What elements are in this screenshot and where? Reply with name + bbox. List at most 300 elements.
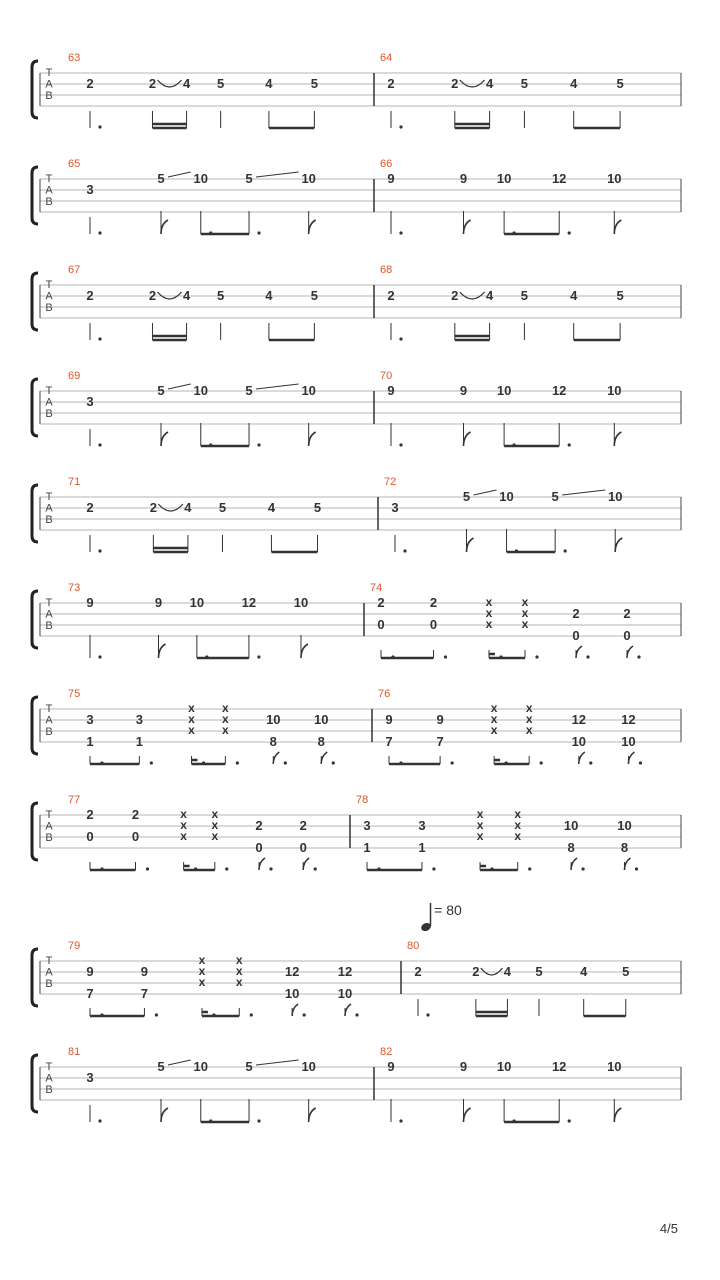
fret-number: 2 [86,807,94,822]
fret-number: 10 [293,595,309,610]
rhythm-dot [257,231,260,234]
measure-number: 64 [380,52,393,64]
rhythm-dot [98,337,101,340]
rhythm-dot [98,1119,101,1122]
rhythm-dot [451,761,454,764]
dead-note: x [525,701,533,715]
fret-number: 2 [86,500,94,515]
tab-system-6 [32,582,681,659]
fret-number: 12 [241,595,257,610]
rhythm-dot [568,231,571,234]
system-bracket [32,803,38,860]
dead-note: x [521,595,529,609]
fret-number: 2 [572,606,580,621]
fret-number: 4 [485,288,494,303]
dead-note: x [490,712,498,726]
dead-note: x [180,829,187,843]
tab-system-10 [32,1046,681,1123]
rhythm-dot [332,761,335,764]
eighth-flag [576,646,582,658]
tab-system-8 [32,794,681,871]
tab-clef-letter: B [45,302,53,314]
dead-note: x [514,829,522,843]
rhythm-dot [98,443,101,446]
fret-number: 7 [86,986,94,1001]
measure-number: 65 [68,158,81,170]
dead-note: x [485,595,493,609]
measure-74 [370,582,641,659]
dead-note: x [525,712,533,726]
rhythm-dot [98,231,101,234]
fret-number: 1 [86,734,94,749]
measure-number: 79 [68,940,81,952]
tab-clef-letter: A [45,1072,53,1085]
tab-clef-letter: B [45,408,53,420]
rhythm-dot [284,761,287,764]
rhythm-dot [257,655,260,658]
dead-note: x [222,723,229,737]
dead-note: x [188,723,195,737]
eighth-flag [628,752,634,764]
fret-number: 5 [157,171,165,186]
dead-note: x [211,807,219,821]
measure-number: 72 [384,476,397,488]
rhythm-dot [150,761,153,764]
dead-note: x [490,701,498,715]
measure-79 [68,940,359,1017]
fret-number: 4 [570,76,578,91]
rhythm-dot [155,1013,158,1016]
tab-clef-letter: A [45,714,53,727]
eighth-flag [627,646,633,658]
dead-note: x [485,606,493,620]
system-bracket [32,485,38,542]
eighth-flag [309,220,316,234]
measure-65 [68,158,316,235]
rhythm-dot [225,867,228,870]
dead-note: x [198,953,206,967]
fret-number: 0 [429,617,438,632]
fret-number: 5 [310,288,318,303]
system-bracket [32,697,38,754]
fret-number: 10 [301,1059,316,1074]
measure-70 [380,370,622,447]
fret-number: 2 [377,595,385,610]
rhythm-dot [257,443,260,446]
fret-number: 4 [503,964,512,979]
eighth-flag [309,1108,316,1122]
fret-number: 9 [385,712,393,727]
fret-number: 0 [86,829,94,844]
tempo-marking: = 80 [434,902,462,918]
fret-number: 4 [570,288,578,303]
fret-number: 2 [451,288,459,303]
dead-note: x [476,829,484,843]
rhythm-dot [399,125,402,128]
tab-clef-letter: B [45,620,53,632]
fret-number: 3 [86,712,94,727]
eighth-flag [464,220,471,234]
fret-number: 10 [301,383,316,398]
fret-number: 5 [616,288,624,303]
measure-number: 76 [378,688,391,700]
fret-number: 10 [193,1059,208,1074]
fret-number: 8 [620,840,629,855]
fret-number: 10 [496,383,512,398]
rhythm-dot [637,655,640,658]
page-number: 4/5 [659,1221,678,1236]
rhythm-dot [314,867,317,870]
fret-number: 5 [520,288,529,303]
fret-number: 4 [265,76,273,91]
slide-line [474,490,497,495]
slide-line [168,384,191,389]
fret-number: 2 [148,76,157,91]
tab-clef-letter: T [45,67,53,79]
dead-note: x [222,712,229,726]
fret-number: 9 [86,595,94,610]
fret-number: 4 [580,964,588,979]
fret-number: 10 [571,734,587,749]
fret-number: 0 [377,617,385,632]
fret-number: 10 [496,171,512,186]
measure-number: 67 [68,264,81,276]
tab-system-4 [32,370,681,447]
fret-number: 10 [607,1059,622,1074]
tab-clef-letter: A [45,820,53,833]
measure-number: 80 [407,940,420,952]
rhythm-dot [98,549,101,552]
measure-number: 77 [68,794,81,806]
rhythm-dot [399,1119,402,1122]
fret-number: 2 [299,818,307,833]
fret-number: 7 [385,734,393,749]
fret-number: 2 [451,76,459,91]
fret-number: 4 [184,500,192,515]
fret-number: 5 [313,500,322,515]
fret-number: 4 [182,76,191,91]
dead-note: x [180,807,187,821]
fret-number: 9 [459,1059,468,1074]
eighth-flag [309,432,316,446]
fret-number: 7 [140,986,149,1001]
rhythm-dot [257,1119,260,1122]
rhythm-dot [399,231,402,234]
dead-note: x [180,818,187,832]
tab-system-7 [32,688,681,765]
fret-number: 2 [86,76,94,91]
fret-number: 5 [535,964,543,979]
measure-number: 69 [68,370,81,382]
rhythm-dot [98,125,101,128]
fret-number: 4 [267,500,276,515]
fret-number: 2 [472,964,480,979]
fret-number: 5 [157,1059,165,1074]
fret-number: 10 [193,171,208,186]
measure-number: 78 [356,794,369,806]
dead-note: x [476,818,484,832]
fret-number: 5 [622,964,630,979]
fret-number: 9 [459,383,468,398]
tab-clef-letter: A [45,290,53,303]
fret-number: 2 [131,807,140,822]
measure-number: 74 [370,582,383,594]
fret-number: 12 [337,964,353,979]
eighth-flag [579,752,585,764]
eighth-flag [161,432,168,446]
tab-system-5 [32,476,681,553]
measure-number: 82 [380,1046,393,1058]
fret-number: 12 [551,1059,567,1074]
eighth-flag [614,220,621,234]
fret-number: 3 [135,712,143,727]
measure-72 [384,476,622,553]
tab-clef-letter: B [45,514,53,526]
measure-80 [407,940,629,1017]
fret-number: 5 [245,1059,253,1074]
fret-number: 12 [551,171,567,186]
measure-63 [68,52,318,129]
fret-number: 12 [571,712,587,727]
rhythm-dot [236,761,239,764]
fret-number: 3 [418,818,426,833]
dead-note: x [198,975,206,989]
fret-number: 5 [157,383,165,398]
fret-number: 10 [284,986,300,1001]
tab-clef-letter: B [45,196,53,208]
fret-number: 10 [496,1059,512,1074]
tab-clef-letter: B [45,726,53,738]
fret-number: 9 [436,712,444,727]
measure-71 [68,476,321,553]
measure-number: 63 [68,52,81,64]
fret-number: 2 [623,606,631,621]
tab-system-1 [32,52,681,129]
rhythm-dot [540,761,543,764]
tab-clef-letter: B [45,1084,53,1096]
fret-number: 5 [218,500,227,515]
fret-number: 9 [459,171,468,186]
measure-number: 73 [68,582,81,594]
eighth-flag [159,644,166,658]
fret-number: 1 [135,734,143,749]
rhythm-dot [399,337,402,340]
dead-note: x [235,953,243,967]
rhythm-dot [426,1013,429,1016]
fret-number: 3 [86,394,94,409]
rhythm-dot [639,761,642,764]
system-bracket [32,273,38,330]
fret-number: 10 [499,489,514,504]
rhythm-dot [582,867,585,870]
rhythm-dot [568,443,571,446]
fret-number: 10 [607,171,622,186]
eighth-flag [321,752,327,764]
fret-number: 0 [255,840,263,855]
fret-number: 3 [86,1070,94,1085]
fret-number: 12 [284,964,300,979]
measure-64 [380,52,624,129]
fret-number: 0 [623,628,631,643]
system-bracket [32,167,38,224]
fret-number: 0 [131,829,140,844]
fret-number: 10 [621,734,636,749]
eighth-flag [292,1004,298,1016]
fret-number: 7 [436,734,444,749]
eighth-flag [571,858,577,870]
fret-number: 9 [387,171,395,186]
fret-number: 5 [245,383,253,398]
measure-number: 75 [68,688,81,700]
eighth-flag [259,858,265,870]
slide-line [562,490,605,495]
measure-67 [68,264,318,341]
tab-clef-letter: A [45,966,53,979]
dead-note: x [525,723,533,737]
rhythm-dot [568,1119,571,1122]
eighth-flag [273,752,279,764]
measure-76 [378,688,642,765]
measure-number: 66 [380,158,393,170]
system-bracket [32,1055,38,1112]
system-bracket [32,949,38,1006]
measure-number: 70 [380,370,393,382]
fret-number: 0 [572,628,580,643]
eighth-flag [464,432,471,446]
dead-note: x [235,964,243,978]
fret-number: 12 [551,383,567,398]
dead-note: x [490,723,498,737]
fret-number: 4 [485,76,494,91]
dead-note: x [198,964,206,978]
rhythm-dot [269,867,272,870]
dead-note: x [188,712,195,726]
tab-clef-letter: A [45,78,53,91]
tab-clef-letter: B [45,832,53,844]
tab-clef-letter: T [45,491,53,503]
fret-number: 2 [429,595,438,610]
measure-77 [68,794,317,871]
rhythm-dot [146,867,149,870]
fret-number: 5 [217,288,225,303]
fret-number: 10 [607,489,623,504]
measure-68 [380,264,624,341]
fret-number: 1 [363,840,371,855]
slide-line [256,384,299,389]
fret-number: 2 [387,76,395,91]
tab-clef-letter: T [45,597,53,609]
rhythm-dot [399,443,402,446]
rhythm-dot [586,655,589,658]
fret-number: 2 [86,288,94,303]
fret-number: 5 [551,489,559,504]
measure-82 [380,1046,622,1123]
rhythm-dot [432,867,435,870]
rhythm-dot [250,1013,253,1016]
tab-clef-letter: A [45,184,53,197]
system-bracket [32,61,38,118]
tab-clef-letter: T [45,385,53,397]
rhythm-dot [444,655,447,658]
fret-number: 10 [314,712,329,727]
fret-number: 9 [387,1059,395,1074]
eighth-flag [345,1004,351,1016]
dead-note: x [485,617,493,631]
slide-line [168,1060,191,1065]
rhythm-dot [564,549,567,552]
tab-clef-letter: A [45,608,53,621]
fret-number: 0 [299,840,307,855]
fret-number: 9 [140,964,149,979]
rhythm-dot [403,549,406,552]
tab-clef-letter: T [45,173,53,185]
fret-number: 10 [563,818,579,833]
fret-number: 1 [418,840,426,855]
rhythm-dot [303,1013,306,1016]
dead-note: x [211,829,219,843]
fret-number: 12 [621,712,636,727]
eighth-flag [161,1108,168,1122]
eighth-flag [161,220,168,234]
fret-number: 10 [301,171,316,186]
rhythm-dot [355,1013,358,1016]
fret-number: 5 [217,76,225,91]
eighth-flag [303,858,309,870]
tab-clef-letter: A [45,502,53,515]
fret-number: 9 [86,964,94,979]
dead-note: x [514,807,522,821]
dead-note: x [521,617,529,631]
fret-number: 8 [567,840,575,855]
tab-clef-letter: T [45,809,53,821]
fret-number: 10 [617,818,632,833]
eighth-flag [467,538,474,552]
slide-line [168,172,191,177]
tab-clef-letter: B [45,978,53,990]
fret-number: 4 [265,288,273,303]
dead-note: x [188,701,195,715]
eighth-flag [614,1108,621,1122]
fret-number: 10 [266,712,281,727]
tab-system-2 [32,158,681,235]
measure-73 [68,582,308,659]
tab-clef-letter: B [45,90,53,102]
fret-number: 10 [337,986,353,1001]
measure-66 [380,158,622,235]
fret-number: 8 [317,734,325,749]
fret-number: 5 [520,76,529,91]
tab-clef-letter: T [45,279,53,291]
fret-number: 10 [607,383,622,398]
fret-number: 3 [391,500,399,515]
fret-number: 10 [193,383,208,398]
fret-number: 2 [255,818,263,833]
tab-clef-letter: T [45,955,53,967]
rhythm-dot [535,655,538,658]
fret-number: 5 [616,76,624,91]
measure-69 [68,370,316,447]
measure-number: 68 [380,264,393,276]
fret-number: 5 [462,489,471,504]
fret-number: 3 [86,182,94,197]
rhythm-dot [635,867,638,870]
eighth-flag [624,858,630,870]
tab-system-3 [32,264,681,341]
system-bracket [32,379,38,436]
dead-note: x [211,818,219,832]
dead-note: x [521,606,529,620]
slide-line [256,172,299,177]
